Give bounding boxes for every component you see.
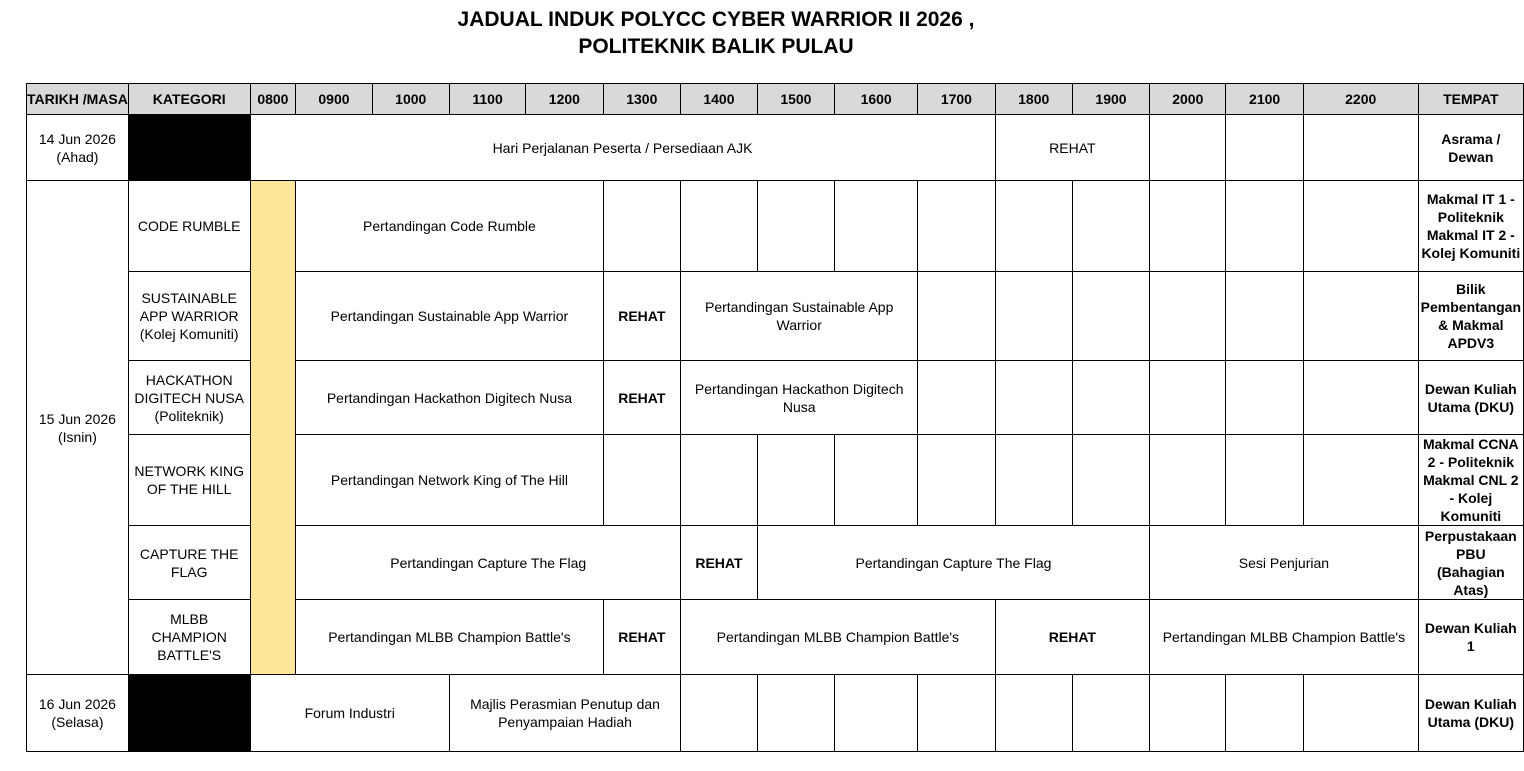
empty-cell (1303, 675, 1418, 752)
empty-cell (1226, 675, 1303, 752)
venue-cell: Bilik Pembentangan & Makmal APDV3 (1418, 272, 1523, 361)
header-time-1900: 1900 (1072, 84, 1149, 115)
activity-am-cell: Pertandingan Hackathon Digitech Nusa (296, 361, 603, 435)
activity-pm-cell: Pertandingan Hackathon Digitech Nusa (681, 361, 918, 435)
date-label: 15 Jun 2026 (38, 410, 116, 427)
venue-cell: Makmal IT 1 - Politeknik Makmal IT 2 - Kolej Komuniti (1418, 181, 1523, 272)
empty-cell (1303, 361, 1418, 435)
date-label: 14 Jun 2026 (38, 130, 116, 147)
activity-night-cell: Pertandingan MLBB Champion Battle's (1150, 600, 1419, 675)
day-row-14-jun (27, 115, 1524, 181)
activity-pm-cell: Pertandingan Sustainable App Warrior (681, 272, 918, 361)
empty-cell (681, 181, 758, 272)
rest-cell: REHAT (603, 361, 681, 435)
category-sub-label: (Politeknik) (154, 407, 224, 424)
empty-cell (995, 361, 1072, 435)
header-time-1100: 1100 (449, 84, 525, 115)
category-label: HACKATHON DIGITECH NUSA (134, 371, 245, 406)
empty-cell (1226, 115, 1303, 181)
day-row-16-jun (27, 675, 1524, 752)
header-time-1800: 1800 (995, 84, 1072, 115)
highlight-0800-cell (250, 181, 296, 675)
header-row (27, 84, 1524, 115)
activity-am-cell: Pertandingan Capture The Flag (296, 526, 681, 600)
venue-cell: Dewan Kuliah 1 (1418, 600, 1523, 675)
date-cell (27, 675, 129, 752)
header-time-1400: 1400 (681, 84, 758, 115)
header-time-1200: 1200 (526, 84, 603, 115)
blocked-category-cell (128, 675, 250, 752)
date-cell (27, 115, 129, 181)
category-sub-label: (Kolej Komuniti) (139, 326, 239, 342)
activity-am-cell: Pertandingan Sustainable App Warrior (296, 272, 603, 361)
weekday-label: (Isnin) (57, 428, 97, 445)
date-cell (27, 181, 129, 675)
empty-cell (918, 675, 995, 752)
activity-cell: Pertandingan Network King of The Hill (296, 435, 603, 526)
header-time-1600: 1600 (835, 84, 918, 115)
weekday-label: (Ahad) (56, 148, 99, 165)
empty-cell (835, 675, 918, 752)
rest-cell: REHAT (995, 600, 1150, 675)
header-time-2000: 2000 (1150, 84, 1226, 115)
master-schedule-table (26, 83, 1524, 752)
schedule-title-line-2: POLITEKNIK BALIK PULAU (578, 35, 854, 58)
venue-cell: Dewan Kuliah Utama (DKU) (1418, 361, 1523, 435)
header-time-1300: 1300 (603, 84, 681, 115)
date-label: 16 Jun 2026 (38, 696, 116, 712)
category-cell: MLBB CHAMPION BATTLE'S (128, 600, 250, 675)
judging-cell: Sesi Penjurian (1150, 526, 1419, 600)
empty-cell (1072, 361, 1149, 435)
empty-cell (835, 435, 918, 526)
activity-am-cell: Pertandingan MLBB Champion Battle's (296, 600, 603, 675)
header-time-2200: 2200 (1303, 84, 1418, 115)
empty-cell (918, 181, 995, 272)
header-venue: TEMPAT (1418, 84, 1523, 115)
row-code-rumble (27, 181, 1524, 272)
weekday-label: (Selasa) (51, 714, 104, 730)
empty-cell (1072, 272, 1149, 361)
rest-cell: REHAT (603, 600, 681, 675)
closing-ceremony-cell: Majlis Perasmian Penutup dan Penyampaian Hadiah (449, 675, 680, 752)
rest-cell: REHAT (603, 272, 681, 361)
empty-cell (757, 675, 834, 752)
blocked-category-cell (128, 115, 250, 181)
empty-cell (835, 181, 918, 272)
activity-pm-cell: Pertandingan MLBB Champion Battle's (681, 600, 995, 675)
category-cell (128, 272, 250, 361)
empty-cell (603, 435, 681, 526)
empty-cell (1072, 435, 1149, 526)
header-time-2100: 2100 (1226, 84, 1303, 115)
header-time-1500: 1500 (757, 84, 834, 115)
venue-cell: Makmal CCNA 2 - Politeknik Makmal CNL 2 - Kolej Komuniti (1418, 435, 1523, 526)
empty-cell (995, 435, 1072, 526)
empty-cell (918, 361, 995, 435)
category-cell: NETWORK KING OF THE HILL (128, 435, 250, 526)
empty-cell (995, 272, 1072, 361)
empty-cell (1226, 181, 1303, 272)
empty-cell (1150, 435, 1226, 526)
category-cell: CAPTURE THE FLAG (128, 526, 250, 600)
empty-cell (1150, 361, 1226, 435)
empty-cell (1072, 181, 1149, 272)
empty-cell (757, 181, 834, 272)
empty-cell (918, 272, 995, 361)
empty-cell (681, 675, 758, 752)
empty-cell (995, 181, 1072, 272)
rest-cell: REHAT (995, 115, 1150, 181)
category-cell: CODE RUMBLE (128, 181, 250, 272)
empty-cell (1150, 181, 1226, 272)
empty-cell (1226, 361, 1303, 435)
activity-pm-cell: Pertandingan Capture The Flag (757, 526, 1149, 600)
empty-cell (681, 435, 758, 526)
empty-cell (757, 435, 834, 526)
empty-cell (1150, 675, 1226, 752)
empty-cell (1303, 435, 1418, 526)
empty-cell (1072, 675, 1149, 752)
empty-cell (1303, 272, 1418, 361)
venue-cell: Dewan Kuliah Utama (DKU) (1418, 675, 1523, 752)
forum-cell: Forum Industri (250, 675, 449, 752)
header-time-0800: 0800 (250, 84, 296, 115)
empty-cell (1226, 272, 1303, 361)
header-time-1700: 1700 (918, 84, 995, 115)
venue-cell: Perpustakaan PBU (Bahagian Atas) (1418, 526, 1523, 600)
empty-cell (995, 675, 1072, 752)
venue-cell: Asrama / Dewan (1418, 115, 1523, 181)
activity-cell: Hari Perjalanan Peserta / Persediaan AJK (250, 115, 995, 181)
empty-cell (1150, 115, 1226, 181)
category-label: SUSTAINABLE APP WARRIOR (139, 290, 239, 324)
empty-cell (1150, 272, 1226, 361)
empty-cell (918, 435, 995, 526)
rest-cell: REHAT (681, 526, 758, 600)
header-time-1000: 1000 (372, 84, 449, 115)
header-date-time: TARIKH /MASA (27, 84, 129, 115)
empty-cell (603, 181, 681, 272)
schedule-title-line-1: JADUAL INDUK POLYCC CYBER WARRIOR II 2026 , (457, 8, 975, 31)
empty-cell (1303, 115, 1418, 181)
activity-cell: Pertandingan Code Rumble (296, 181, 603, 272)
empty-cell (1303, 181, 1418, 272)
category-cell (128, 361, 250, 435)
header-category: KATEGORI (128, 84, 250, 115)
empty-cell (1226, 435, 1303, 526)
header-time-0900: 0900 (296, 84, 372, 115)
